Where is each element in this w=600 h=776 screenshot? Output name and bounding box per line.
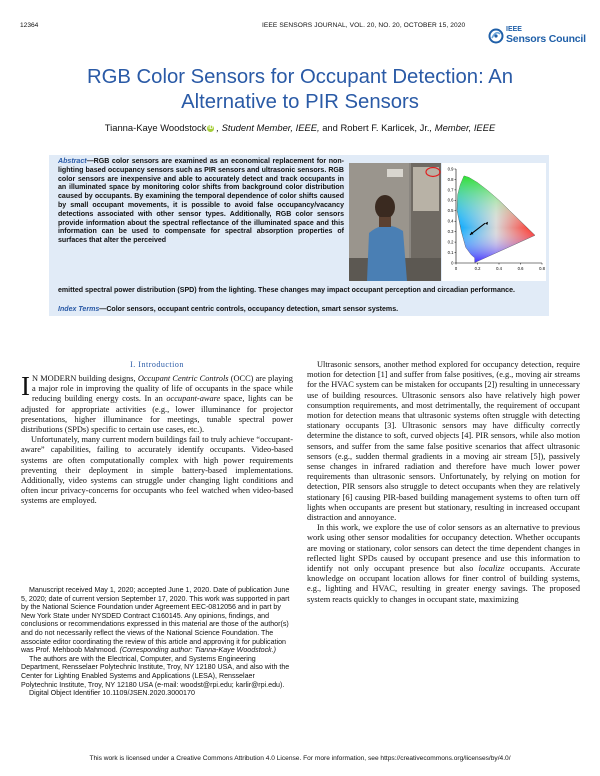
y-tick-label: 0.7 xyxy=(447,187,454,193)
ieee-sensors-council-logo xyxy=(488,26,586,49)
section-heading-introduction: I. Introduction xyxy=(130,360,184,369)
y-tick-label: 0.4 xyxy=(447,218,454,224)
author-line xyxy=(20,122,580,133)
intro-p1-emphasis: Occupant Centric Controls xyxy=(137,374,229,383)
intro-paragraph-1 xyxy=(21,371,293,435)
running-header: IEEE SENSORS JOURNAL, VOL. 20, NO. 20, OCTOBER 15, 2020 xyxy=(262,22,466,29)
x-tick-label: 0 xyxy=(454,266,458,271)
abstract-label: Abstract xyxy=(58,158,87,165)
title-line-2: Alternative to PIR Sensors xyxy=(181,91,419,113)
x-tick-label: 0.6 xyxy=(517,266,524,271)
y-tick-label: 0.8 xyxy=(447,176,454,182)
right-paragraph-2 xyxy=(307,523,580,605)
intro-p1-end: space, lights can be adjusted for appropriate activities (e.g., lower illuminance for projector presentations, higher illuminance for meetings, tunable spectral power distributions (SPDs) specific to certain use cases, etc.). xyxy=(21,394,293,435)
abstract-continuation: emitted spectral power distribution (SPD) from the lighting. These changes may impact occupant perception and circadian performance. xyxy=(58,287,515,294)
drop-cap: I xyxy=(21,371,30,401)
author-conjunction: and xyxy=(319,122,341,133)
y-tick-label: 0.1 xyxy=(447,249,454,255)
y-tick-label: 0.5 xyxy=(447,208,454,214)
x-tick-label: 0.8 xyxy=(539,266,545,271)
intro-paragraph-2: Unfortunately, many current modern buildings fail to truly achieve “occupant-aware” capabilities, failing to accurately identify occupants. Video-based systems are often computationally complex with high power requirements preventing their deployment in simple battery-based implementations. Additionally, video systems can struggle under changing light conditions and often incur privacy-concerns for occupants who feel watched when video-based systems are employed. xyxy=(21,435,293,506)
occupant-photo xyxy=(349,163,441,281)
y-tick-label: 0 xyxy=(451,260,454,266)
abstract-text xyxy=(58,158,344,246)
y-tick-label: 0.9 xyxy=(447,166,454,172)
logo-ieee-text: IEEE xyxy=(506,26,522,33)
abstract-body: —RGB color sensors are examined as an economical replacement for non-lighting based occupancy sensors such as PIR sensors and ultrasonic sensors. RGB color sensors are inexpensive and able to accurately detect and track occupants in an illuminated space by monitoring color shifts from background color distribution caused by occupants. By examining the temporal dependence of color shifts caused by small occupant movements, it is possible to avoid false occupancy/vacancy detections associated with other sensor types. Additionally, RGB color sensors provide information about the spectral reflectance of the illuminated space and this information can be used to compensate for spectral absorption properties of surfaces that alter the perceived xyxy=(58,158,344,245)
index-terms xyxy=(58,306,544,315)
right-paragraph-1: Ultrasonic sensors, another method explored for occupancy detection, require motion for detection [1] and suffer from false positives, (e.g., moving air streams for the HVAC system can be mistaken for occupants [2]) resulting in unnecessary use of building resources. Ultrasonic sensors also have relatively high power consumption requirements, and most detrimentally, the requirement of occupant motion for detection means that ultrasonic systems often struggle with detecting stationary occupants [3]. Ultrasonic sensors may have difficulty correctly determine the distance to soft, curved objects [4]. PIR sensors, while also motion sensors, and suffer from the same false positive scenarios that affect ultrasonic sensors (e.g., sudden thermal gradients in a moving air stream [5]), passively sense changes in infrared radiation and therefore have much lower power requirements than ultrasonic sensors. Unfortunately, by relying on motion for detection, PIR sensors also struggle to detect occupants when they are relatively stationary [6] causing PIR-based building management systems to often turn off lights when occupants are present but stationary, resulting in increased occupant distraction and annoyance. xyxy=(307,360,580,523)
footnote-manuscript xyxy=(21,586,293,655)
page-number: 12364 xyxy=(20,22,39,29)
author-1-membership: , Student Member, IEEE, xyxy=(216,122,320,133)
logo-swirl-icon xyxy=(488,28,504,44)
right-p2-text: In this work, we explore the use of color sensors as an alternative to previous work using other sensor modalities for occupancy detection. Whether occupants are moving or stationary, color sensors can detect the time dependent changes in reflected light SPDs caused by occupant presence and use this information to identify not only occupant presence but also xyxy=(307,523,580,574)
y-tick-label: 0.2 xyxy=(447,239,454,245)
y-tick-label: 0.3 xyxy=(447,229,454,235)
title-line-1: RGB Color Sensors for Occupant Detection: An xyxy=(86,66,514,88)
author-2-membership: , Member, IEEE xyxy=(429,122,496,133)
logo-sensors-council-text: Sensors Council xyxy=(506,33,586,45)
footnote-affiliation: The authors are with the Electrical, Computer, and Systems Engineering Department, Rensselaer Polytechnic Institute, Troy, NY 12180 USA, and also with the Center for Lighting Enabled Systems and Applications (LESA), Rensselaer Polytechnic Institute, Troy, NY 12180 USA (e-mail: woodst@rpi.edu; karlir@rpi.edu). xyxy=(21,654,290,689)
orcid-icon[interactable]: iD xyxy=(208,125,214,131)
chromaticity-chart xyxy=(442,163,546,281)
intro-p1-text: (OCC) are playing a major role in improving the quality of life of occupants in the space while reducing building energy costs. In an xyxy=(32,374,293,404)
y-tick-label: 0.6 xyxy=(447,197,454,203)
author-1-name: Tianna-Kaye Woodstock xyxy=(104,122,207,133)
footnote-doi: Digital Object Identifier 10.1109/JSEN.2020.3000170 xyxy=(29,689,195,698)
paper-title xyxy=(20,65,580,115)
right-column-text xyxy=(307,360,580,605)
author-2-name: Robert F. Karlicek, Jr. xyxy=(340,122,430,133)
footnote-corresponding-author: (Corresponding author: Tianna-Kaye Woodstock.) xyxy=(119,646,277,655)
intro-p1-lead: N MODERN building designs, xyxy=(32,374,138,383)
index-terms-body: —Color sensors, occupant centric controls, occupancy detection, smart sensor systems. xyxy=(99,306,399,313)
left-column-text xyxy=(21,371,293,507)
intro-p1-emphasis-2: occupant-aware xyxy=(166,394,221,404)
index-terms-label: Index Terms xyxy=(58,306,100,313)
x-tick-label: 0.2 xyxy=(474,266,481,271)
license-footer: This work is licensed under a Creative Commons Attribution 4.0 License. For more information, see https://creativecommons.org/licenses/by/4.0/ xyxy=(89,755,511,762)
x-tick-label: 0.4 xyxy=(496,266,502,271)
right-p2-emphasis: localize xyxy=(478,564,505,574)
right-p2-end: occupants. Accurate knowledge on occupant location allows for finer control of building systems, e.g., lighting and HVAC, resulting in greater energy savings. The proposed system reacts quickly to changes in occupant state, maximizing xyxy=(307,564,580,604)
footnote-block xyxy=(21,586,293,698)
footnote-manuscript-text: Manuscript received May 1, 2020; accepted June 1, 2020. Date of publication June 5, 2020; date of current version September 17, 2020. This work was supported in part by the National Science Foundation under Agreement EEC-0812056 and in part by New York State under NYSDED Contract C160145. Any opinions, findings, and conclusions or recommendations expressed in this material are those of the author(s) and do not necessarily reflect the views of the National Science Foundation. The associate editor coordinating the review of this article and approving it for publication was Prof. Mehboob Mahmood. xyxy=(21,586,290,655)
